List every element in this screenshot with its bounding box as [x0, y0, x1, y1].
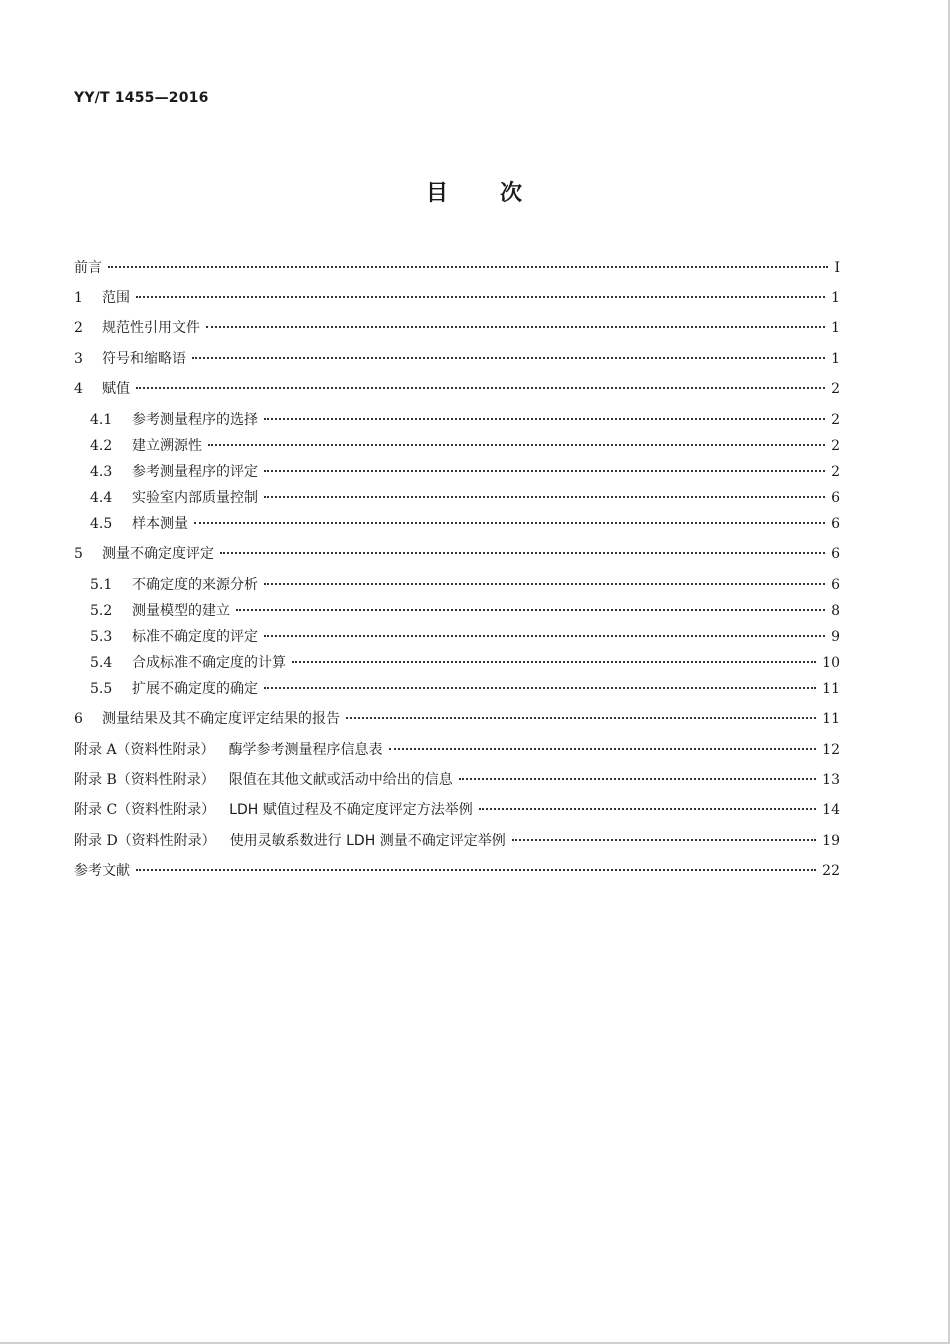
toc-label: 样本测量: [132, 516, 188, 532]
toc-number: 5.4: [90, 655, 113, 671]
toc-entry[interactable]: [90, 627, 840, 647]
toc-page: 2: [831, 438, 840, 454]
toc-number: 附录 A（资料性附录）: [74, 742, 215, 758]
toc-label: 测量模型的建立: [132, 603, 230, 619]
toc-leader: [236, 609, 825, 611]
toc-number: 5.1: [90, 577, 113, 593]
toc-entry-appendix-a[interactable]: [74, 740, 840, 760]
standard-code: YY/T 1455—2016: [74, 90, 209, 106]
toc-page: 6: [831, 490, 840, 506]
toc-leader: [136, 296, 825, 298]
toc-leader: [220, 552, 825, 554]
toc-label: 实验室内部质量控制: [132, 490, 258, 506]
toc-number: 4.5: [90, 516, 113, 532]
toc-page: I: [834, 260, 840, 276]
toc-page: 6: [831, 577, 840, 593]
toc-number: 5.5: [90, 681, 113, 697]
toc-label: 扩展不确定度的确定: [132, 681, 258, 697]
toc-label: 规范性引用文件: [102, 320, 200, 336]
toc-leader: [479, 808, 816, 810]
toc-page: 11: [822, 711, 840, 727]
toc-label: 使用灵敏系数进行 LDH 测量不确定评定举例: [229, 833, 506, 849]
toc-entry[interactable]: [90, 462, 840, 482]
page-title: 目次: [425, 181, 574, 206]
toc-entry[interactable]: [90, 575, 840, 595]
toc-entry-appendix-d[interactable]: [74, 831, 840, 851]
toc-entry[interactable]: [74, 288, 840, 308]
toc-page: 1: [831, 351, 840, 367]
toc-number: 2: [74, 320, 83, 336]
toc-entry[interactable]: [74, 379, 840, 399]
toc-page: 22: [822, 863, 840, 879]
toc-label: 酶学参考测量程序信息表: [228, 742, 383, 758]
toc-leader: [292, 661, 816, 663]
toc-number: 附录 C（资料性附录）: [74, 802, 216, 818]
toc-leader: [264, 418, 825, 420]
toc-label: 合成标准不确定度的计算: [132, 655, 286, 671]
toc-page: 2: [831, 381, 840, 397]
toc-leader: [264, 583, 825, 585]
toc-label: 标准不确定度的评定: [132, 629, 258, 645]
toc-label: 范围: [102, 290, 130, 306]
toc-page: 14: [822, 802, 840, 818]
toc-leader: [264, 687, 816, 689]
toc-number: 附录 B（资料性附录）: [74, 772, 215, 788]
toc-label: 赋值: [102, 381, 130, 397]
toc-leader: [194, 522, 825, 524]
toc-entry[interactable]: [90, 488, 840, 508]
toc-number: 1: [74, 290, 83, 306]
toc-number: 4.3: [90, 464, 113, 480]
toc-entry[interactable]: [74, 544, 840, 564]
toc-number: 6: [74, 711, 83, 727]
toc-page: 1: [831, 290, 840, 306]
toc-page: 10: [822, 655, 840, 671]
toc-page: 12: [822, 742, 840, 758]
toc-leader: [136, 387, 825, 389]
toc-leader: [136, 869, 816, 871]
toc-page: 13: [822, 772, 840, 788]
toc-leader: [208, 444, 825, 446]
toc-number: 3: [74, 351, 83, 367]
toc-label: 符号和缩略语: [102, 351, 186, 367]
toc-label: 前言: [74, 260, 102, 276]
toc-leader: [206, 326, 825, 328]
toc-number: 5.2: [90, 603, 113, 619]
toc-page: 1: [831, 320, 840, 336]
toc-number: 4.1: [90, 412, 113, 428]
toc-leader: [512, 839, 816, 841]
toc-label: 参考文献: [74, 863, 130, 879]
toc-number: 5: [74, 546, 83, 562]
toc-entry-appendix-c[interactable]: [74, 800, 840, 820]
toc-page: 11: [822, 681, 840, 697]
toc-number: 4.2: [90, 438, 113, 454]
toc-entry-appendix-b[interactable]: [74, 770, 840, 790]
toc-label: 不确定度的来源分析: [132, 577, 258, 593]
toc-label: 参考测量程序的选择: [132, 412, 258, 428]
toc-entry-foreword[interactable]: [74, 258, 840, 278]
toc-entry[interactable]: [90, 436, 840, 456]
toc-leader: [264, 635, 825, 637]
toc-label: 参考测量程序的评定: [132, 464, 258, 480]
toc-page: 19: [822, 833, 840, 849]
toc-label: 测量不确定度评定: [102, 546, 214, 562]
toc-number: 附录 D（资料性附录）: [74, 833, 216, 849]
toc-page: 9: [831, 629, 840, 645]
toc-page: 8: [831, 603, 840, 619]
toc-leader: [459, 778, 816, 780]
toc-entry[interactable]: [90, 653, 840, 673]
toc-page: 6: [831, 516, 840, 532]
toc-entry[interactable]: [90, 410, 840, 430]
toc-leader: [346, 717, 816, 719]
toc-entry[interactable]: [90, 679, 840, 699]
toc-leader: [264, 470, 825, 472]
toc-label: 建立溯源性: [132, 438, 202, 454]
toc-label: 限值在其他文献或活动中给出的信息: [228, 772, 453, 788]
toc-number: 4.4: [90, 490, 113, 506]
toc-leader: [192, 357, 825, 359]
toc-page: 2: [831, 412, 840, 428]
toc-entry[interactable]: [74, 349, 840, 369]
toc-page: 2: [831, 464, 840, 480]
toc-number: 4: [74, 381, 83, 397]
toc-entry[interactable]: [74, 318, 840, 338]
toc-label: LDH 赋值过程及不确定度评定方法举例: [229, 802, 473, 818]
toc-leader: [389, 748, 817, 750]
toc-entry-references[interactable]: [74, 861, 840, 881]
toc-page: 6: [831, 546, 840, 562]
toc-leader: [108, 266, 828, 268]
toc-label: 测量结果及其不确定度评定结果的报告: [102, 711, 340, 727]
toc-number: 5.3: [90, 629, 113, 645]
toc-entry[interactable]: [90, 601, 840, 621]
toc-entry[interactable]: [90, 514, 840, 534]
toc-entry[interactable]: [74, 709, 840, 729]
toc-leader: [264, 496, 825, 498]
